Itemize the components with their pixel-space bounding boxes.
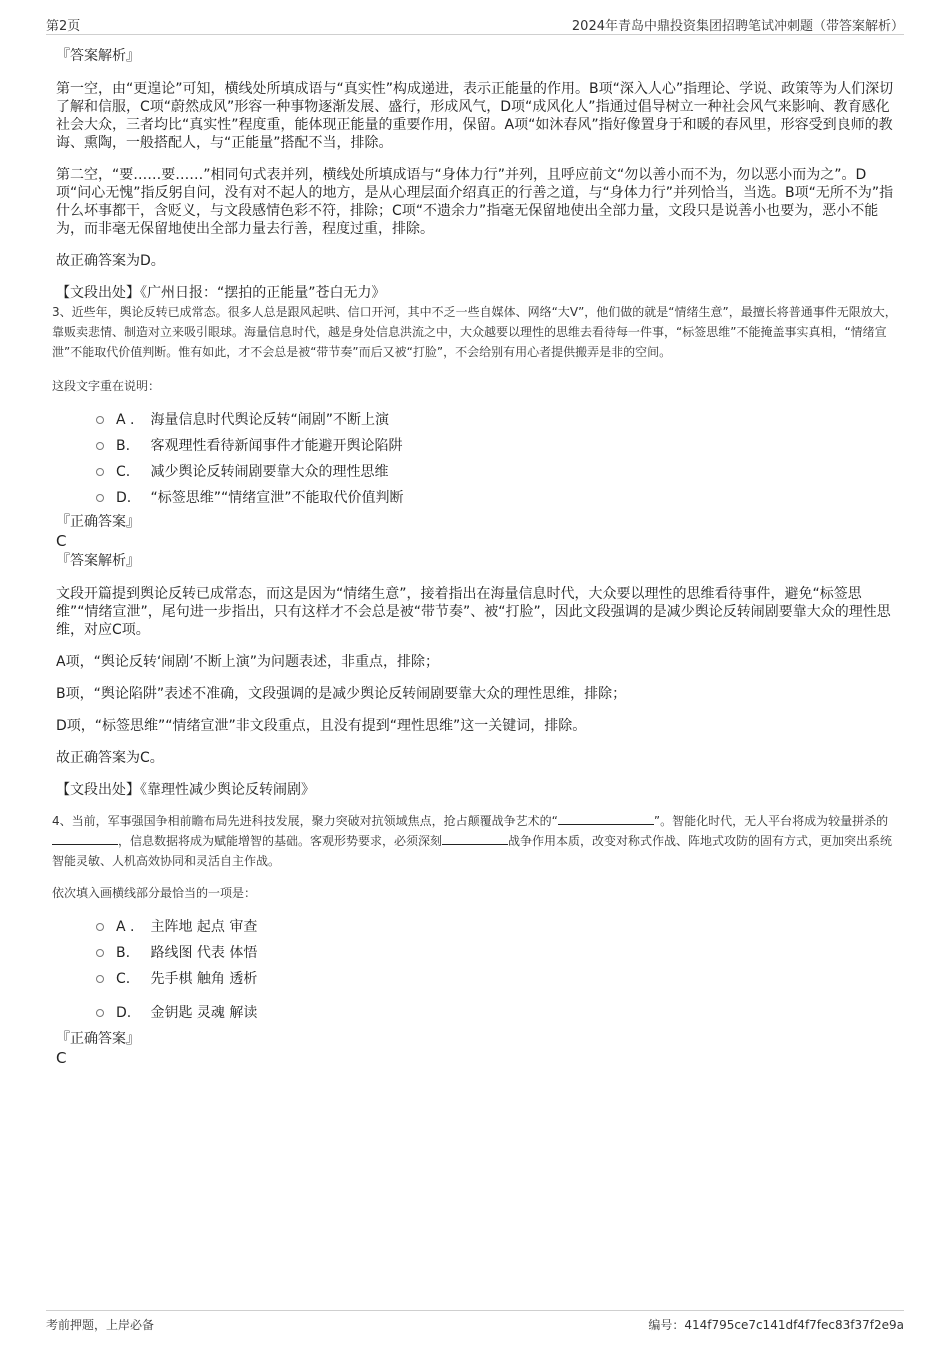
analysis-paragraph: D项，“标签思维”“情绪宣泄”非文段重点，且没有提到“理性思维”这一关键词，排除。	[56, 718, 587, 734]
option-c[interactable]	[56, 969, 900, 1003]
option-d[interactable]	[56, 488, 900, 512]
option-text: 路线图 代表 体悟	[150, 945, 258, 961]
page-content	[52, 46, 900, 1068]
analysis-label: 『答案解析』	[56, 48, 140, 64]
stem-text: ”。智能化时代，无人平台将成为较量拼杀的	[653, 814, 889, 828]
analysis-label: 『答案解析』	[56, 553, 140, 569]
correct-answer: C	[56, 1049, 67, 1067]
analysis-paragraph: 第一空，由“更遑论”可知，横线处所填成语与“真实性”构成递进，表示正能量的作用。B项“深入人心”指理论、学说、政策等为人们深切了解和信服，C项“蔚然成风”形容一种事物逐渐发展、盛行，形成风气，D项“成风化人”指通过倡导树立一种社会风气来影响、教育感化社会大众，三者均比“真实性”程度重，能体现正能量的重要作用，保留。A项“如沐春风”指好像置身于和暖的春风里，形容受到良师的教诲、熏陶，一般搭配人，与“正能量”搭配不当，排除。	[56, 81, 894, 151]
conclusion: 故正确答案为D。	[56, 253, 165, 269]
option-b[interactable]	[56, 436, 900, 462]
radio-button[interactable]	[96, 442, 104, 450]
option-a[interactable]	[56, 410, 900, 436]
document-title: 2024年青岛中鼎投资集团招聘笔试冲刺题（带答案解析）	[571, 19, 904, 34]
fill-blank	[558, 812, 654, 825]
page-number: 第2页	[46, 19, 81, 34]
option-letter: C.	[116, 464, 131, 480]
stem-text: 4、当前，军事强国争相前瞻布局先进科技发展，聚力突破对抗领域焦点，抢占颠覆战争艺术的“	[52, 814, 558, 828]
option-text: “标签思维”“情绪宣泄”不能取代价值判断	[150, 490, 404, 506]
analysis-paragraph: A项，“舆论反转‘闹剧’不断上演”为问题表述，非重点，排除；	[56, 654, 439, 670]
question-stem	[52, 811, 900, 871]
option-text: 先手棋 触角 透析	[150, 971, 258, 987]
option-letter: A .	[116, 919, 135, 935]
page-footer	[46, 1310, 904, 1335]
question-prompt: 这段文字重在说明：	[52, 379, 161, 393]
stem-text: ，信息数据将成为赋能增智的基础。客观形势要求，必须深刻	[118, 834, 443, 848]
option-a[interactable]	[56, 917, 900, 943]
option-letter: A .	[116, 412, 135, 428]
correct-answer: C	[56, 532, 67, 550]
option-c[interactable]	[56, 462, 900, 488]
option-letter: D.	[116, 490, 132, 506]
analysis-paragraph: 文段开篇提到舆论反转已成常态，而这是因为“情绪生意”，接着指出在海量信息时代，大众要以理性的思维看待事件，避免“标签思维”“情绪宣泄”，尾句进一步指出，只有这样才不会总是被“带节奏”、被“打脸”，因此文段强调的是减少舆论反转闹剧要靠大众的理性思维，对应C项。	[56, 586, 891, 638]
radio-button[interactable]	[96, 1009, 104, 1017]
option-text: 海量信息时代舆论反转“闹剧”不断上演	[150, 412, 389, 428]
option-letter: D.	[116, 1005, 132, 1021]
analysis-paragraph: 第二空，“要……要……”相同句式表并列，横线处所填成语与“身体力行”并列，且呼应前文“勿以善小而不为，勿以恶小而为之”。D项“问心无愧”指反躬自问，没有对不起人的地方，是从心理层面介绍真正的行善之道，与“身体力行”并列恰当，当选。B项“无所不为”指什么坏事都干，含贬义，与文段感情色彩不符，排除；C项“不遗余力”指毫无保留地使出全部力量，文段只是说善小也要为，恶小不能为，而非毫无保留地使出全部力量去行善，程度过重，排除。	[56, 167, 894, 237]
option-letter: B.	[116, 945, 131, 961]
option-text: 客观理性看待新闻事件才能避开舆论陷阱	[150, 438, 403, 454]
radio-button[interactable]	[96, 468, 104, 476]
option-letter: C.	[116, 971, 131, 987]
footer-slogan: 考前押题，上岸必备	[46, 1318, 155, 1332]
radio-button[interactable]	[96, 975, 104, 983]
page-header	[46, 12, 904, 35]
fill-blank	[52, 832, 118, 845]
correct-answer-label: 『正确答案』	[56, 514, 140, 530]
fill-blank	[442, 832, 508, 845]
analysis-paragraph: B项，“舆论陷阱”表述不准确，文段强调的是减少舆论反转闹剧要靠大众的理性思维，排除；	[56, 686, 627, 702]
option-text: 减少舆论反转闹剧要靠大众的理性思维	[150, 464, 389, 480]
source-citation: 【文段出处】《广州日报：“摆拍的正能量”苍白无力》	[56, 285, 386, 301]
option-b[interactable]	[56, 943, 900, 969]
option-list	[56, 917, 900, 1029]
option-list	[56, 410, 900, 512]
radio-button[interactable]	[96, 923, 104, 931]
conclusion: 故正确答案为C。	[56, 750, 164, 766]
document-id: 编号：414f795ce7c141df4f7fec83f37f2e9a	[648, 1318, 904, 1332]
option-letter: B.	[116, 438, 131, 454]
radio-button[interactable]	[96, 416, 104, 424]
source-citation: 【文段出处】《靠理性减少舆论反转闹剧》	[56, 782, 315, 798]
option-d[interactable]	[56, 1003, 900, 1029]
stem-text: 战争作用本质，改变对称式作战、阵地式攻防的固有方式，更加突出系统智能灵敏、人机高效协同和灵活自主作战。	[52, 834, 893, 868]
option-text: 金钥匙 灵魂 解读	[150, 1005, 258, 1021]
question-stem: 3、近些年，舆论反转已成常态。很多人总是跟风起哄、信口开河，其中不乏一些自媒体、网络“大V”，他们做的就是“情绪生意”，最擅长将普通事件无限放大，靠贩卖悲情、制造对立来吸引眼球。海量信息时代，越是身处信息洪流之中，大众越要以理性的思维去看待每一件事，“标签思维”不能掩盖事实真相，“情绪宣泄”不能取代价值判断。惟有如此，才不会总是被“带节奏”而后又被“打脸”，不会给别有用心者提供搬弄是非的空间。	[52, 305, 897, 359]
option-text: 主阵地 起点 审查	[150, 919, 258, 935]
radio-button[interactable]	[96, 949, 104, 957]
question-prompt: 依次填入画横线部分最恰当的一项是：	[52, 886, 257, 900]
correct-answer-label: 『正确答案』	[56, 1031, 140, 1047]
radio-button[interactable]	[96, 494, 104, 502]
